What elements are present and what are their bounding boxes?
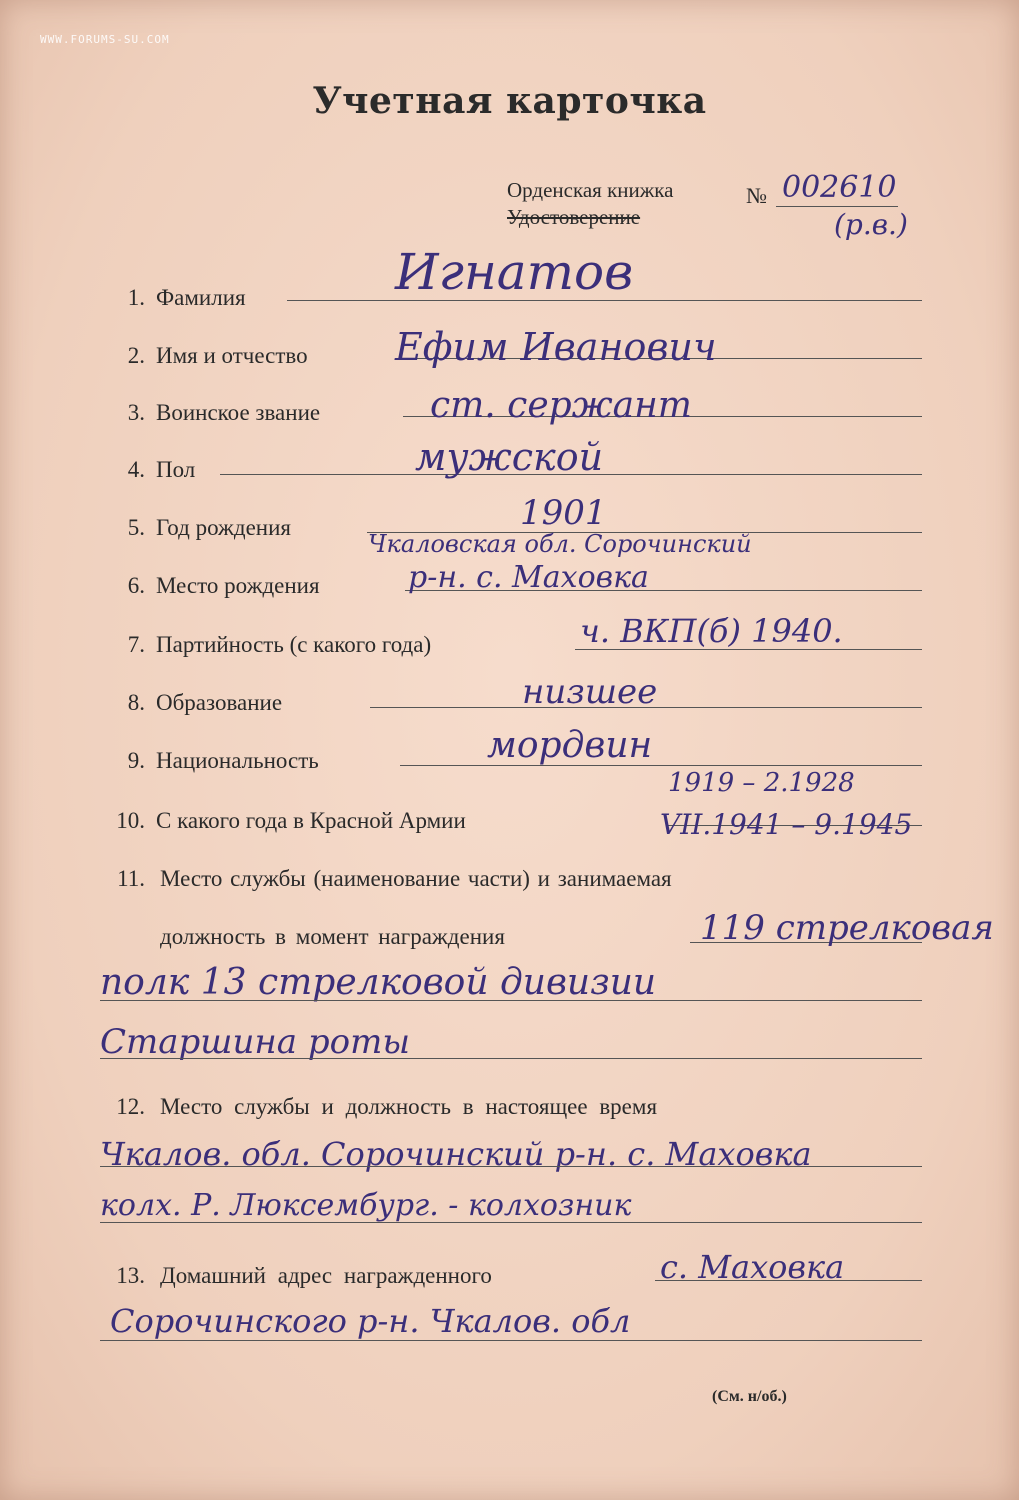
sex-value: мужской xyxy=(415,435,604,479)
service-label-line2: должность в момент награждения xyxy=(160,924,505,949)
field-label: Партийность (с какого года) xyxy=(156,632,432,657)
field-number: 2. xyxy=(127,343,145,368)
birthplace-value: р-н. с. Маховка xyxy=(408,560,649,595)
certificate-label-struck: Удостоверение xyxy=(507,205,641,229)
current-service-value-1: Чкалов. обл. Сорочинский р-н. с. Маховка xyxy=(100,1135,812,1173)
field-number: 13. xyxy=(116,1263,145,1288)
order-book-number: 002610 xyxy=(782,170,897,205)
see-reverse-note: (См. н/об.) xyxy=(712,1388,787,1405)
field-rule xyxy=(100,1340,922,1341)
field-rule xyxy=(400,765,922,766)
field-number: 6. xyxy=(127,573,145,598)
rank-value: ст. сержант xyxy=(430,385,692,426)
party-value: ч. ВКП(б) 1940. xyxy=(580,612,843,650)
name-patronymic-value: Ефим Иванович xyxy=(395,325,717,369)
field-label: Пол xyxy=(156,457,196,482)
watermark: WWW.FORUMS-SU.COM xyxy=(40,33,170,46)
order-book-note: (р.в.) xyxy=(834,208,908,241)
birth-year-value: 1901 xyxy=(520,493,607,533)
service-value-2: полк 13 стрелковой дивизии xyxy=(100,962,657,1003)
surname-value: Игнатов xyxy=(395,243,634,301)
service-value-1: 119 стрелковая xyxy=(700,908,994,948)
field-number: 3. xyxy=(127,400,145,425)
number-sign: № xyxy=(746,183,767,208)
field-number: 9. xyxy=(127,748,145,773)
field-rule xyxy=(100,1000,922,1001)
field-number: 7. xyxy=(127,632,145,657)
home-address-value-2: Сорочинского р-н. Чкалов. обл xyxy=(110,1302,631,1340)
field-label: Фамилия xyxy=(156,285,246,310)
birthplace-value-upper: Чкаловская обл. Сорочинский xyxy=(368,530,752,558)
field-label: С какого года в Красной Армии xyxy=(156,808,466,833)
army-years-value-1: 1919 – 2.1928 xyxy=(668,768,855,798)
current-service-value-2: колх. Р. Люксембург. - колхозник xyxy=(100,1188,632,1223)
order-book-header xyxy=(507,178,673,232)
field-rule xyxy=(100,1058,922,1059)
service-value-3: Старшина роты xyxy=(100,1022,411,1062)
field-number: 10. xyxy=(116,808,145,833)
field-number: 1. xyxy=(127,285,145,310)
field-rule xyxy=(100,1166,922,1167)
service-label-line1: Место службы (наименование части) и занимаемая xyxy=(160,866,672,891)
field-label: Место рождения xyxy=(156,573,320,598)
field-education xyxy=(100,690,927,730)
field-label: Национальность xyxy=(156,748,319,773)
home-address-label: Домашний адрес награжденного xyxy=(160,1263,492,1288)
field-number: 12. xyxy=(116,1094,145,1119)
number-rule xyxy=(776,206,898,207)
card-title: Учетная карточка xyxy=(312,80,707,122)
education-value: низшее xyxy=(522,672,658,712)
field-label: Имя и отчество xyxy=(156,343,308,368)
army-years-value-2: VII.1941 – 9.1945 xyxy=(660,808,913,841)
home-address-value-1: с. Маховка xyxy=(660,1248,845,1286)
field-number: 4. xyxy=(127,457,145,482)
current-service-label: Место службы и должность в настоящее время xyxy=(160,1094,658,1119)
field-label: Год рождения xyxy=(156,515,291,540)
field-number: 8. xyxy=(127,690,145,715)
field-label: Образование xyxy=(156,690,283,715)
nationality-value: мордвин xyxy=(487,725,653,766)
field-number: 5. xyxy=(127,515,145,540)
order-book-label: Орденская книжка xyxy=(507,178,674,202)
field-rule xyxy=(100,1222,922,1223)
field-label: Воинское звание xyxy=(156,400,321,425)
field-number: 11. xyxy=(117,866,145,891)
